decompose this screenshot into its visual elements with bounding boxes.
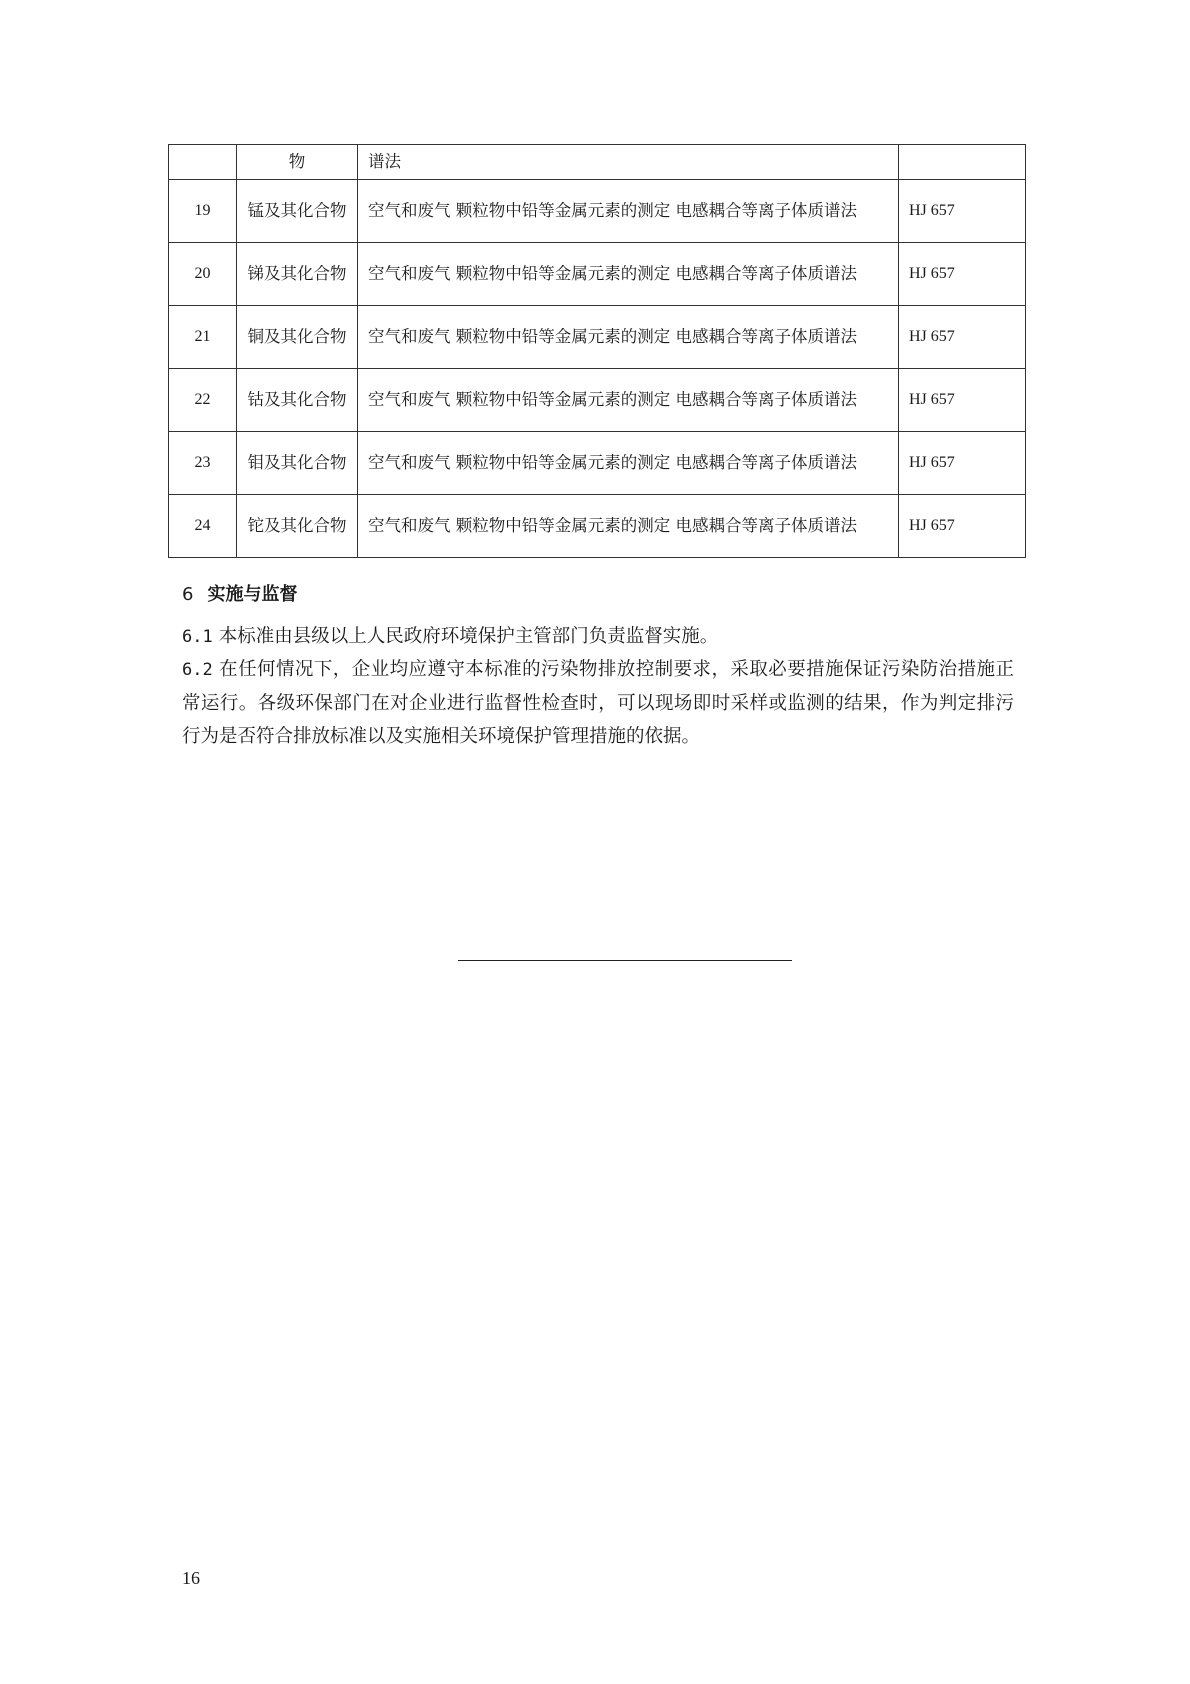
clause-6-2 bbox=[182, 653, 1014, 753]
standard-code-cell bbox=[899, 145, 1026, 180]
table-row bbox=[169, 306, 1026, 369]
section-number: 6 bbox=[182, 584, 194, 605]
method-cell: 空气和废气 颗粒物中铅等金属元素的测定 电感耦合等离子体质谱法 bbox=[358, 243, 899, 306]
standard-code-cell: HJ 657 bbox=[899, 243, 1026, 306]
row-number-cell bbox=[169, 145, 237, 180]
row-number-cell: 21 bbox=[169, 306, 237, 369]
method-cell: 空气和废气 颗粒物中铅等金属元素的测定 电感耦合等离子体质谱法 bbox=[358, 495, 899, 558]
table-row bbox=[169, 180, 1026, 243]
pollutant-name-cell: 锑及其化合物 bbox=[237, 243, 358, 306]
clause-text: 本标准由县级以上人民政府环境保护主管部门负责监督实施。 bbox=[218, 626, 719, 647]
row-number-cell: 22 bbox=[169, 369, 237, 432]
pollutant-name-cell: 钴及其化合物 bbox=[237, 369, 358, 432]
method-cell: 空气和废气 颗粒物中铅等金属元素的测定 电感耦合等离子体质谱法 bbox=[358, 369, 899, 432]
row-number-cell: 23 bbox=[169, 432, 237, 495]
pollutant-name-cell: 铊及其化合物 bbox=[237, 495, 358, 558]
standard-code-cell: HJ 657 bbox=[899, 306, 1026, 369]
section-heading bbox=[182, 580, 297, 610]
table-row bbox=[169, 369, 1026, 432]
method-cell: 空气和废气 颗粒物中铅等金属元素的测定 电感耦合等离子体质谱法 bbox=[358, 432, 899, 495]
table-row bbox=[169, 243, 1026, 306]
row-number-cell: 24 bbox=[169, 495, 237, 558]
method-cell: 谱法 bbox=[358, 145, 899, 180]
table-row bbox=[169, 495, 1026, 558]
section-title: 实施与监督 bbox=[207, 584, 298, 605]
clause-6-1 bbox=[182, 620, 1014, 654]
table-row-continuation bbox=[169, 145, 1026, 180]
pollutant-name-cell: 锰及其化合物 bbox=[237, 180, 358, 243]
table-row bbox=[169, 432, 1026, 495]
standard-code-cell: HJ 657 bbox=[899, 369, 1026, 432]
clause-text: 在任何情况下，企业均应遵守本标准的污染物排放控制要求，采取必要措施保证污染防治措施正常运行。各级环保部门在对企业进行监督性检查时，可以现场即时采样或监测的结果，作为判定排污行为是否符合排放标准以及实施相关环境保护管理措施的依据。 bbox=[182, 659, 1014, 747]
row-number-cell: 20 bbox=[169, 243, 237, 306]
monitoring-method-table bbox=[168, 144, 1026, 558]
row-number-cell: 19 bbox=[169, 180, 237, 243]
method-cell: 空气和废气 颗粒物中铅等金属元素的测定 电感耦合等离子体质谱法 bbox=[358, 306, 899, 369]
standard-code-cell: HJ 657 bbox=[899, 180, 1026, 243]
pollutant-name-cell: 铜及其化合物 bbox=[237, 306, 358, 369]
clause-number: 6.1 bbox=[182, 627, 213, 647]
end-rule-divider bbox=[458, 960, 792, 961]
method-cell: 空气和废气 颗粒物中铅等金属元素的测定 电感耦合等离子体质谱法 bbox=[358, 180, 899, 243]
page-number: 16 bbox=[182, 1568, 200, 1588]
pollutant-name-cell: 钼及其化合物 bbox=[237, 432, 358, 495]
standard-code-cell: HJ 657 bbox=[899, 432, 1026, 495]
standard-code-cell: HJ 657 bbox=[899, 495, 1026, 558]
pollutant-name-cell: 物 bbox=[237, 145, 358, 180]
clause-number: 6.2 bbox=[182, 660, 213, 680]
